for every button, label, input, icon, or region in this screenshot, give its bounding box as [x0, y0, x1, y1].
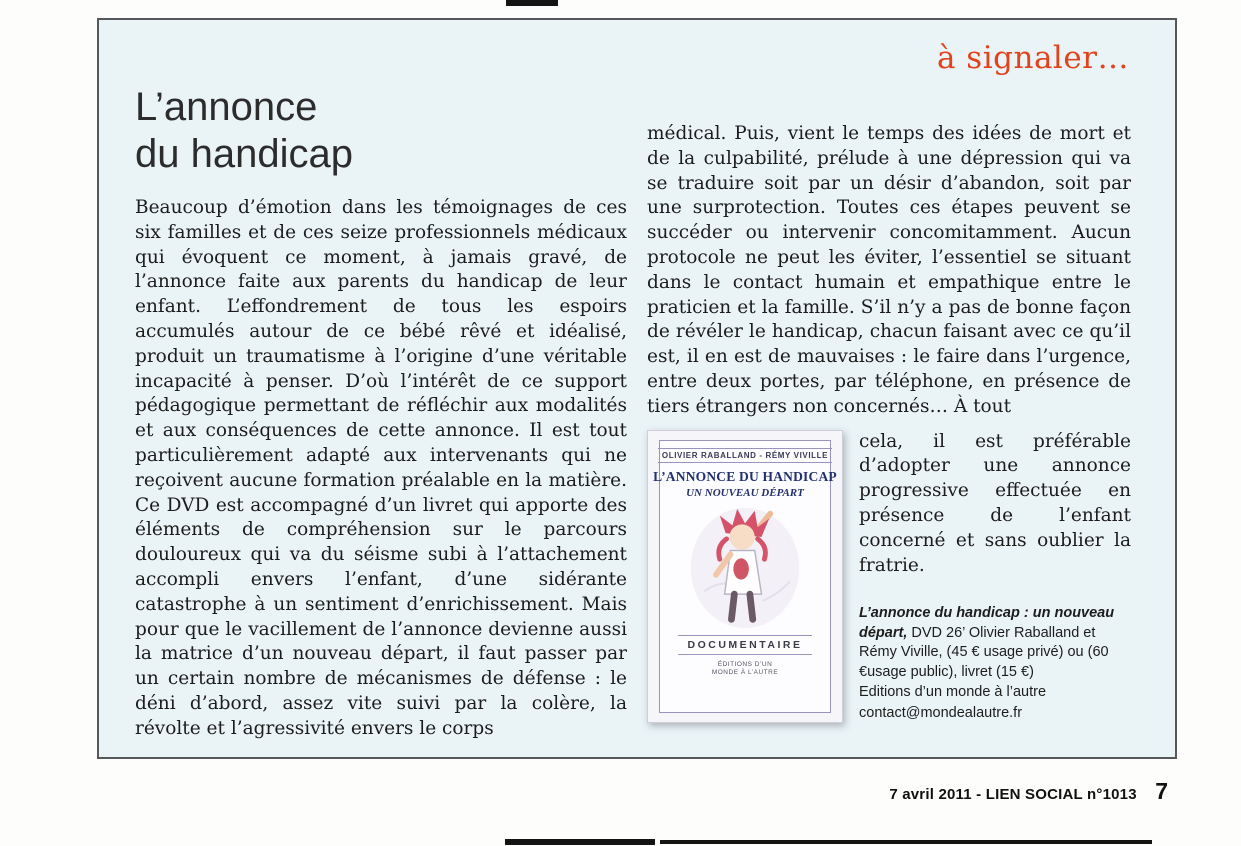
dvd-illustration: [686, 504, 804, 630]
dvd-illustration-box: [686, 503, 804, 631]
dvd-genre: DOCUMENTAIRE: [678, 635, 813, 655]
article-title-line2: du handicap: [135, 132, 353, 176]
footer-issue-label: 7 avril 2011 - LIEN SOCIAL n°1013: [889, 786, 1137, 803]
section-label: à signaler…: [936, 40, 1129, 76]
wrap-and-caption: [859, 430, 1131, 724]
scan-artifact-bottom-right: [660, 840, 1152, 844]
article-frame: [97, 18, 1177, 759]
caption-publisher: Editions d’un monde à l’autre: [859, 684, 1047, 701]
right-column-bottom: [647, 430, 1131, 724]
dvd-cover: [647, 430, 843, 724]
article-right-column-top: médical. Puis, vient le temps des idées de mort et de la culpabilité, prélude à une dépression qui va se traduire soit par un désir d’abandon, soit par une surprotection. Toutes ces étapes peuvent se succéder ou intervenir concomitamment. Aucun protocole ne peut les éviter, l’essentiel se situant dans le contact humain et empathique entre le praticien et la famille. S’il n’y a pas de bonne façon de révéler le handicap, chacun faisant avec ce qu’il est, il en est de mauvaises : le faire dans l’urgence, entre deux portes, par téléphone, en présence de tiers étrangers non concernés… À tout: [647, 123, 1131, 417]
article-title-line1: L’annonce: [135, 85, 318, 129]
dvd-subtitle: UN NOUVEAU DÉPART: [686, 486, 804, 499]
dvd-caption: [859, 604, 1131, 723]
dvd-authors: OLIVIER RABALLAND - RÉMY VIVILLE: [658, 448, 832, 463]
dvd-publisher-logo: ÉDITIONS D’UN MONDE À L’AUTRE: [711, 660, 779, 676]
caption-contact-email: contact@mondealautre.fr: [859, 704, 1023, 721]
article-left-column: Beaucoup d’émotion dans les témoignages de ces six familles et de ces seize professionnels médicaux qui évoquent ce moment, à jamais gravé, de l’annonce faite aux parents du handicap de leur enfant. L’effondrement de tous les espoirs accumulés autour de ce bébé rêvé et idéalisé, produit un traumatisme à l’origine d’une véritable incapacité à penser. D’où l’intérêt de ce support pédagogique permettant de réfléchir aux modalités et aux conséquences de cette annonce. Il est tout particulièrement adapté aux intervenants qui ne reçoivent aucune formation préalable en la matière. Ce DVD est accompagné d’un livret qui apporte des éléments de compréhension sur le parcours douloureux qui va du séisme subi à l’attachement accompli envers l’enfant, d’une sidérante catastrophe à un sentiment d’enrichissement. Mais pour que le vacillement de l’annonce devienne aussi la matrice d’un nouveau départ, il faut passer par un certain nombre de mécanismes de défense : le déni d’abord, assez vite suivi par la colère, la révolte et l’agressivité envers le corps: [135, 197, 627, 739]
article-wrap-text: cela, il est préférable d’adopter une annonce progressive effectuée en présence de l’enfant concerné et sans oublier la fratrie.: [859, 430, 1131, 576]
caption-details: DVD 26’ Olivier Raballand et Rémy Viville, (45 € usage privé) ou (60 €usage public), livret (15 €): [859, 624, 1109, 680]
article-title: [135, 84, 353, 178]
article-right-column: [647, 122, 1131, 723]
scan-artifact-bottom-left: [505, 839, 655, 845]
scan-artifact-top: [506, 0, 558, 6]
page-number: 7: [1155, 778, 1168, 804]
dvd-title: L’ANNONCE DU HANDICAP: [653, 468, 837, 484]
caption-title: L’annonce du handicap : un nouveau départ,: [859, 605, 1115, 641]
dvd-cover-inner: [653, 440, 837, 714]
page-footer: [0, 778, 1168, 805]
